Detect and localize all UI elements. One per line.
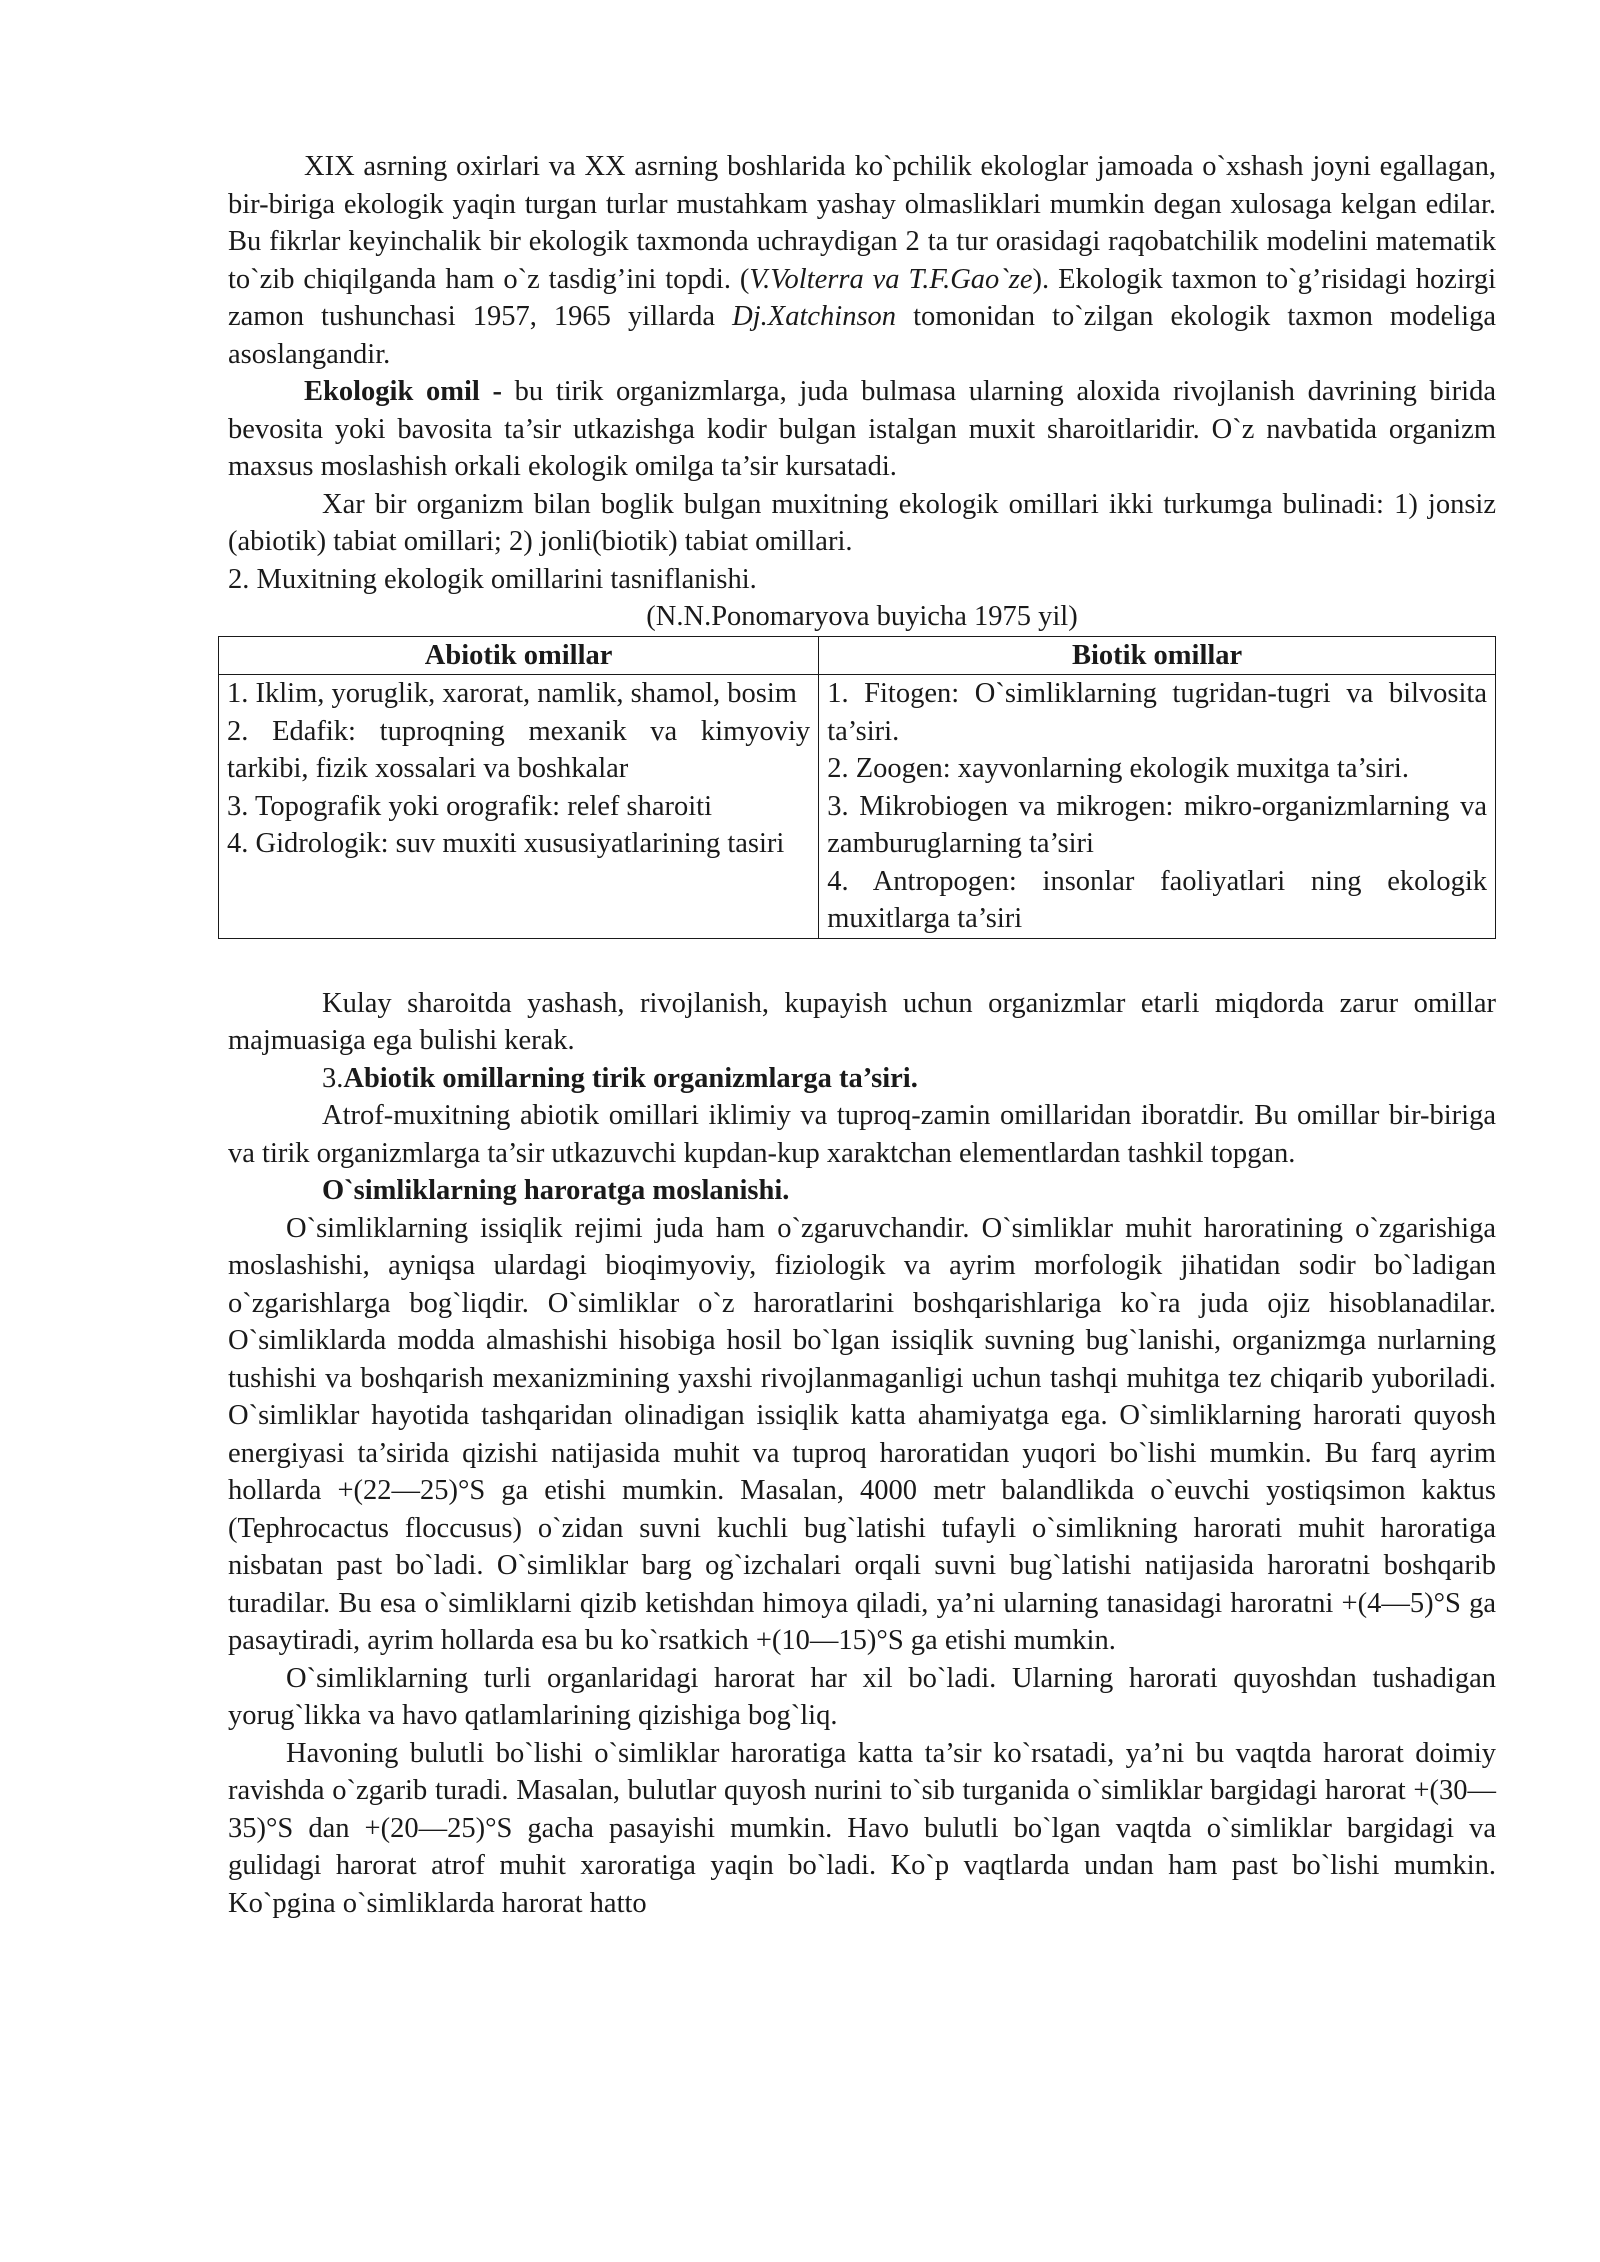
text-run: ). Ekologik taxmon to`g’risidagi hozirgi zamon tushunchasi 1957, 1965 yillarda (228, 263, 1497, 332)
table-caption: (N.N.Ponomaryova buyicha 1975 yil) (646, 601, 1078, 632)
cell-biotic (819, 675, 1496, 939)
header-biotic: Biotik omillar (819, 636, 1496, 675)
heading-number: 3. (322, 1062, 344, 1094)
abiotic-item: 3. Topografik yoki orografik: relef sharoiti (227, 790, 713, 822)
text-run: XIX asrning oxirlari va XX asrning boshlarida ko`pchilik ekologlar jamoada o`xshash joyni egallagan, bir-biriga ekologik yaqin turgan turlar mustahkam yashay olmasliklari mumkin degan xulosaga kelgan edilar. Bu fikrlar keyinchalik bir ekologik taxmonda uchraydigan 2 ta tur orasidagi raqobatchilik modelini matematik to`zib chiqilganda ham o`z tasdig’ini topdi. ( (228, 151, 1496, 295)
italic-author: Dj.Xatchinson (732, 301, 897, 332)
paragraph-organ-temperature: O`simliklarning turli organlaridagi harorat har xil bo`ladi. Ularning harorati quyoshdan tushadigan yorug`likka va havo qatlamlarining qizishiga bog`liq. (228, 1662, 1496, 1731)
document-page (228, 148, 1496, 1922)
biotic-item: 3. Mikrobiogen va mikrogen: mikro-organizmlarning va zamburuglarning ta’siri (827, 790, 1487, 859)
paragraph-classification: Xar bir organizm bilan boglik bulgan muxitning ekologik omillari ikki turkumga bulinadi: 1) jonsiz (abiotik) tabiat omillari; 2) jonli(biotik) tabiat omillari. (228, 488, 1496, 557)
abiotic-item: 1. Iklim, yoruglik, xarorat, namlik, shamol, bosim (227, 678, 797, 709)
abiotic-item: 2. Edafik: tuproqning mexanik va kimyoviy tarkibi, fizik xossalari va boshkalar (227, 715, 811, 784)
abiotic-item: 4. Gidrologik: suv muxiti xususiyatlarining tasiri (227, 828, 785, 859)
text-run: tomonidan to`zilgan ekologik taxmon modeliga asoslangandir. (228, 301, 1496, 370)
spacer (228, 939, 1496, 985)
text-run: bu tirik organizmlarga, juda bulmasa ularning aloxida rivojlanish davrining birida bevosita yoki bavosita ta’sir utkazishga kodir bulgan istalgan muxit sharoitlaridir. O`z navbatida organizm maxsus moslashish orkali ekologik omilga ta’sir kursatadi. (228, 376, 1496, 482)
header-abiotic: Abiotik omillar (219, 636, 819, 675)
paragraph-favorable-conditions: Kulay sharoitda yashash, rivojlanish, kupayish uchun organizmlar etarli miqdorda zarur omillar majmuasiga ega bulishi kerak. (228, 987, 1496, 1056)
paragraph-abiotic-factors: Atrof-muxitning abiotik omillari iklimiy va tuproq-zamin omillaridan iboratdir. Bu omillar bir-biriga va tirik organizmlarga ta’sir utkazuvchi kupdan-kup xaraktchan elementlardan tashkil topgan. (228, 1100, 1496, 1169)
italic-authors: V.Volterra va T.F.Gao`ze (749, 263, 1033, 295)
table-row (219, 675, 1496, 939)
biotic-item: 1. Fitogen: O`simliklarning tugridan-tugri va bilvosita ta’siri. (827, 678, 1487, 747)
paragraph-ecological-factor (228, 373, 1496, 486)
table-header-row (219, 636, 1496, 675)
biotic-item: 4. Antropogen: insonlar faoliyatlari ning ekologik muxitlarga ta’siri (827, 865, 1487, 934)
bold-term: Ekologik omil - (304, 376, 502, 407)
heading-text: Abiotik omillarning tirik organizmlarga ta’siri. (343, 1062, 918, 1094)
section-heading-3 (228, 1060, 1496, 1098)
paragraph-thermal-regime: O`simliklarning issiqlik rejimi juda ham o`zgaruvchandir. O`simliklar muhit haroratining o`zgarishiga moslashishi, ayniqsa ulardagi bioqimyoviy, fiziologik va ayrim morfologik jihatidan sodir bo`ladigan o`zgarishlarga bog`liqdir. O`simliklar o`z haroratlarini boshqarishlariga ko`ra juda ojiz hisoblanadilar. O`simliklarda modda almashishi hisobiga hosil bo`lgan issiqlik suvning bug`lanishi, organizmga nurlarning tushishi va boshqarish mexanizmining yaxshi rivojlanmaganligi uchun tashqi muhitga tez chiqarib yuboriladi. O`simliklar hayotida tashqaridan olinadigan issiqlik katta ahamiyatga ega. O`simliklarning harorati quyosh energiyasi ta’sirida qizishi natijasida muhit va tuproq haroratidan yuqori bo`lishi mumkin. Bu farq ayrim hollarda +(22—25)°S ga etishi mumkin. Masalan, 4000 metr balandlikda o`euvchi yostiqsimon kaktus (Tephrocactus floccusus) o`zidan suvni kuchli bug`latishi tufayli o`simlikning harorati muhit haroratiga nisbatan past bo`ladi. O`simliklar barg og`izchalari orqali suvni bug`latishi natijasida haroratni boshqarib turadilar. Bu esa o`simliklarni qizib ketishdan himoya qiladi, ya’ni ularning tanasidagi haroratni +(4—5)°S ga pasaytiradi, ayrim hollarda esa bu ko`rsatkich +(10—15)°S ga etishi mumkin. (228, 1212, 1496, 1656)
paragraph-intro (228, 148, 1496, 373)
subheading-temperature: O`simliklarning haroratga moslanishi. (322, 1175, 790, 1206)
biotic-item: 2. Zoogen: xayvonlarning ekologik muxitga ta’siri. (827, 753, 1409, 784)
section-heading-2: 2. Muxitning ekologik omillarini tasniflanishi. (228, 563, 757, 595)
factors-table (218, 636, 1496, 939)
paragraph-cloudiness: Havoning bulutli bo`lishi o`simliklar haroratiga katta ta’sir ko`rsatadi, ya’ni bu vaqtda harorat doimiy ravishda o`zgarib turadi. Masalan, bulutlar quyosh nurini to`sib turganida o`simliklar bargidagi harorat +(30—35)°S dan +(20—25)°S gacha pasayishi mumkin. Havo bulutli bo`lgan vaqtda o`simliklar bargidagi va gulidagi harorat atrof muhit xaroratiga yaqin bo`ladi. Ko`p vaqtlarda undan ham past bo`lishi mumkin. Ko`pgina o`simliklarda harorat hatto (228, 1737, 1496, 1919)
cell-abiotic (219, 675, 819, 939)
